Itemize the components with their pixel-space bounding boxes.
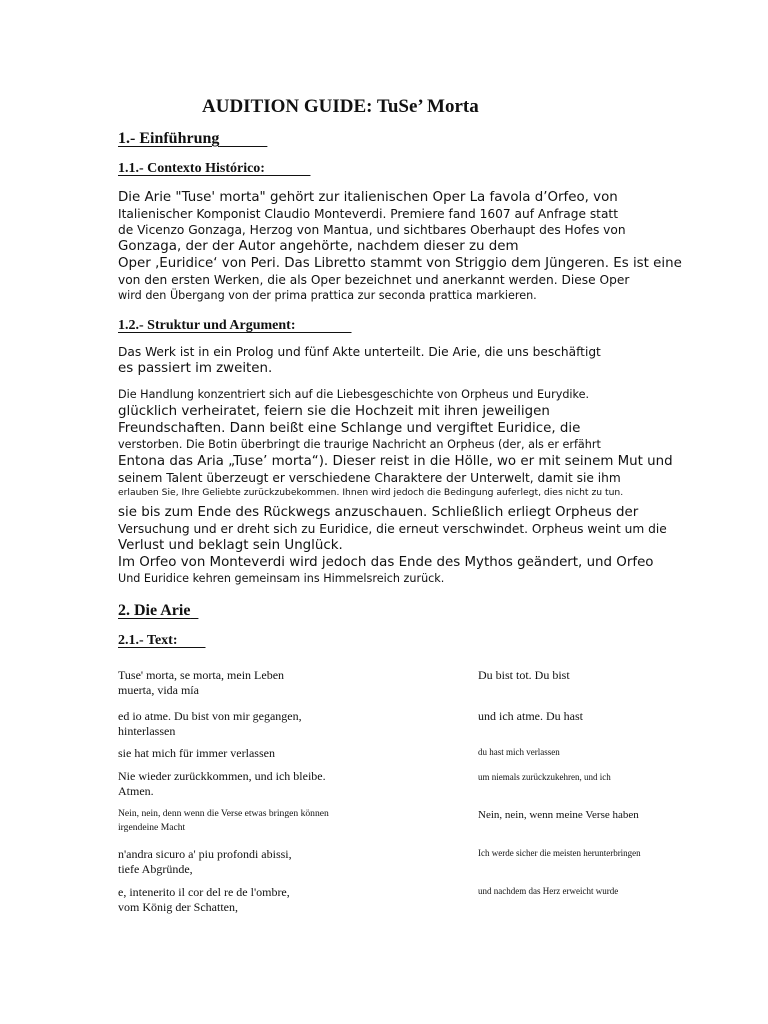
poem-line-original: e, intenerito il cor del re de l'ombre, vom König der Schatten, [118,885,290,914]
text-line: Oper ‚Euridice‘ von Peri. Das Libretto stammt von Striggio dem Jüngeren. Es ist eine [118,256,682,271]
poem-line-translation: Nein, nein, wenn meine Verse haben [478,809,639,821]
text-line: glücklich verheiratet, feiern sie die Hochzeit mit ihren jeweiligen [118,404,550,419]
text-line: Italienischer Komponist Claudio Monteverdi. Premiere fand 1607 auf Anfrage statt [118,207,618,221]
text-line: Im Orfeo von Monteverdi wird jedoch das Ende des Mythos geändert, und Orfeo [118,555,654,570]
poem-line-original: Nein, nein, denn wenn die Verse etwas bringen können irgendeine Macht [118,808,329,833]
poem-line-translation: Du bist tot. Du bist [478,668,570,682]
poem-line-original: n'andra sicuro a' piu profondi abissi, tiefe Abgründe, [118,847,292,876]
poem-line-translation: und ich atme. Du hast [478,709,583,723]
text-line: wird den Übergang von der prima prattica zur seconda prattica markieren. [118,289,537,302]
subsection-heading-text: 2.1.- Text: [118,633,178,648]
text-line: Die Arie "Tuse' morta" gehört zur italienischen Oper La favola d’Orfeo, von [118,190,618,205]
subsection-heading-struktur: 1.2.- Struktur und Argument: [118,318,296,333]
text-line: Verlust und beklagt sein Unglück. [118,538,343,553]
text-line: Und Euridice kehren gemeinsam ins Himmelsreich zurück. [118,572,445,585]
document-title: AUDITION GUIDE: TuSe’ Morta [202,96,479,117]
text-line: es passiert im zweiten. [118,361,273,376]
paragraph-structure [118,344,698,377]
subsection-heading-kontext: 1.1.- Contexto Histórico: [118,161,265,176]
text-line: sie bis zum Ende des Rückwegs anzuschauen. Schließlich erliegt Orpheus der [118,505,639,520]
poem-line-original: Tuse' morta, se morta, mein Leben muerta, vida mía [118,668,285,697]
poem-line-translation: du hast mich verlassen [478,747,560,757]
text-line: von den ersten Werken, die als Oper bezeichnet und anerkannt werden. Diese Oper [118,273,630,287]
text-line: de Vicenzo Gonzaga, Herzog von Mantua, und sichtbares Oberhaupt des Hofes von [118,223,626,237]
poem-line-original: ed io atme. Du bist von mir gegangen, hinterlassen [118,709,302,738]
poem-line-translation: um niemals zurückzukehren, und ich [478,772,611,782]
text-line: erlauben Sie, Ihre Geliebte zurückzubekommen. Ihnen wird jedoch die Bedingung auferlegt, dies nicht zu tun. [118,487,624,498]
text-line: Entona das Aria „Tuse’ morta“). Dieser reist in die Hölle, wo er mit seinem Mut und [118,454,673,469]
text-line: Freundschaften. Dann beißt eine Schlange und vergiftet Euridice, die [118,421,581,436]
text-line: Gonzaga, der der Autor angehörte, nachdem dieser zu dem [118,239,519,254]
section-heading-einfuehrung: 1.- Einführung [118,130,220,147]
text-line: seinem Talent überzeugt er verschiedene Charaktere der Unterwelt, damit sie ihm [118,471,621,485]
poem-line-translation: und nachdem das Herz erweicht wurde [478,886,619,896]
text-line: Versuchung und er dreht sich zu Euridice, die erneut verschwindet. Orpheus weint um die [118,522,667,536]
poem-line-original: sie hat mich für immer verlassen [118,746,275,760]
text-line: Die Handlung konzentriert sich auf die Liebesgeschichte von Orpheus und Eurydike. [118,388,590,401]
paragraph-historical-context [118,189,698,304]
paragraph-plot [118,387,698,587]
poem-line-original: Nie wieder zurückkommen, und ich bleibe. Atmen. [118,769,326,798]
text-line: Das Werk ist in ein Prolog und fünf Akte unterteilt. Die Arie, die uns beschäftigt [118,345,601,359]
text-line: verstorben. Die Botin überbringt die traurige Nachricht an Orpheus (der, als er erfährt [118,438,601,451]
section-heading-die-arie: 2. Die Arie [118,602,191,619]
poem-line-translation: Ich werde sicher die meisten herunterbringen [478,848,641,858]
